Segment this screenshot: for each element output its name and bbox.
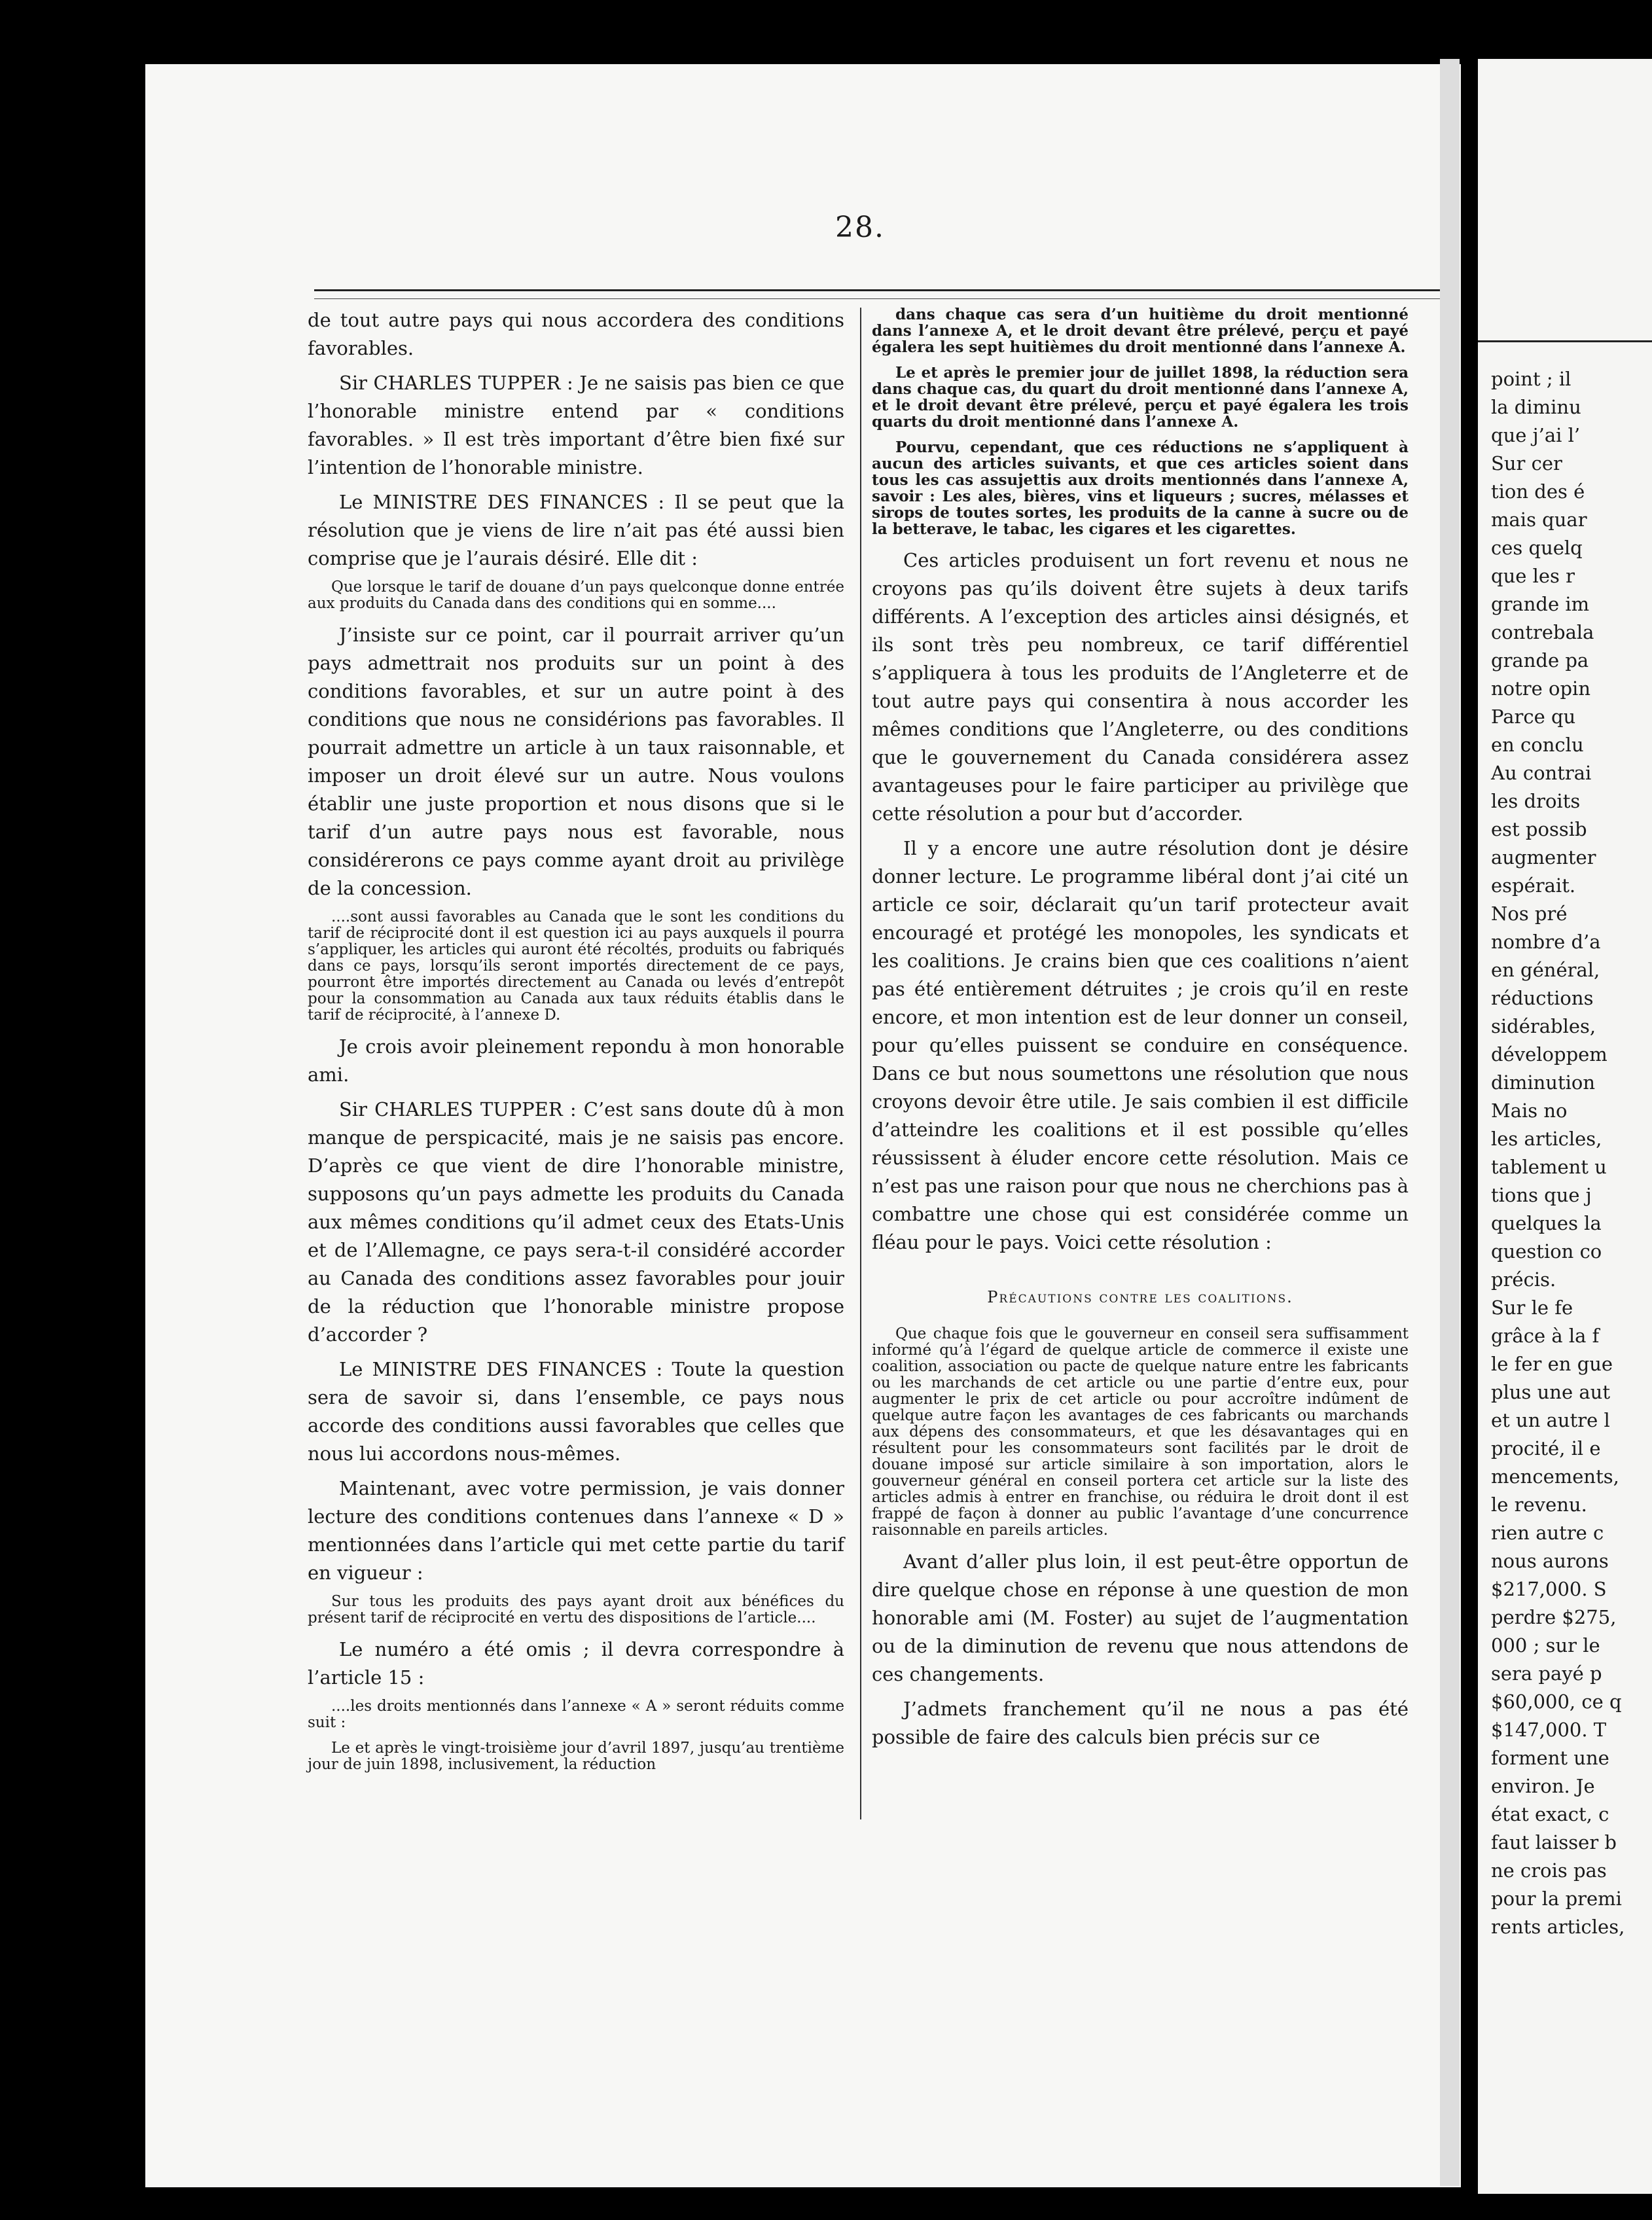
paragraph: Maintenant, avec votre permission, je vais donner lecture des conditions contenues dans l’annexe « D » mentionnées dans l’article qui met cette partie du tarif en vigueur : bbox=[308, 1477, 844, 1584]
next-page-line: question co bbox=[1491, 1240, 1602, 1262]
next-page-line: point ; il bbox=[1491, 368, 1571, 390]
next-page-line: Mais no bbox=[1491, 1100, 1568, 1122]
next-page-rule bbox=[1478, 340, 1652, 342]
next-page-line: ces quelq bbox=[1491, 537, 1583, 559]
next-page-line: ne crois pas bbox=[1491, 1859, 1607, 1882]
next-page-line: $60,000, ce q bbox=[1491, 1691, 1622, 1713]
paragraph: Je crois avoir pleinement repondu à mon honorable ami. bbox=[308, 1035, 844, 1086]
next-page-line: est possib bbox=[1491, 818, 1587, 840]
next-page-line: $147,000. T bbox=[1491, 1719, 1607, 1741]
next-page-line: la diminu bbox=[1491, 396, 1581, 418]
next-page-line: nous aurons bbox=[1491, 1550, 1609, 1572]
next-page-line: plus une aut bbox=[1491, 1381, 1610, 1403]
next-page-line: en conclu bbox=[1491, 734, 1584, 756]
header-rule bbox=[314, 289, 1440, 291]
next-page-line: que j’ai l’ bbox=[1491, 424, 1581, 446]
next-page-line: Au contrai bbox=[1491, 762, 1592, 784]
header-rule-thin bbox=[314, 298, 1440, 299]
page-number: 28. bbox=[835, 211, 885, 244]
next-page-line: pour la premi bbox=[1491, 1888, 1622, 1910]
next-page-line: nombre d’a bbox=[1491, 931, 1601, 953]
next-page-line: tions que j bbox=[1491, 1184, 1592, 1206]
next-page-line: Nos pré bbox=[1491, 903, 1568, 925]
next-page-line: sidérables, bbox=[1491, 1015, 1596, 1037]
right-column bbox=[872, 306, 1409, 1758]
next-page-line: grande im bbox=[1491, 593, 1590, 615]
paragraph: de tout autre pays qui nous accordera des conditions favorables. bbox=[308, 309, 844, 359]
next-page-line: faut laisser b bbox=[1491, 1831, 1617, 1853]
quoted-resolution: Que lorsque le tarif de douane d’un pays quelconque donne entrée aux produits du Canada dans des conditions qui en somme.... bbox=[308, 579, 844, 612]
next-page-line: augmenter bbox=[1491, 846, 1596, 868]
next-page-line: précis. bbox=[1491, 1268, 1556, 1291]
next-page-line: Sur cer bbox=[1491, 452, 1562, 474]
next-page-line: rents articles, bbox=[1491, 1916, 1625, 1938]
next-page-line: mais quar bbox=[1491, 509, 1587, 531]
next-page-line: espérait. bbox=[1491, 874, 1576, 897]
next-page-line: réductions bbox=[1491, 987, 1594, 1009]
next-page-line: quelques la bbox=[1491, 1212, 1602, 1234]
next-page-line: forment une bbox=[1491, 1747, 1609, 1769]
paragraph: J’insiste sur ce point, car il pourrait arriver qu’un pays admettrait nos produits sur un point à des conditions favorables, et sur un autre point à des conditions que nous ne considérions pas favorables. Il pourrait admettre un article à un taux raisonnable, et imposer un droit élevé sur un autre. Nous voulons établir une juste proportion et nous disons que si le tarif d’un autre pays nous est favorable, nous considérerons ce pays comme ayant droit au privilège de la concession. bbox=[308, 624, 844, 899]
quoted-resolution: Sur tous les produits des pays ayant droit aux bénéfices du présent tarif de réciprocité en vertu des dispositions de l’article.... bbox=[308, 1593, 844, 1626]
section-heading: Précautions contre les coalitions. bbox=[987, 1288, 1293, 1306]
paragraph: Le MINISTRE DES FINANCES : Il se peut que la résolution que je viens de lire n’ait pas été aussi bien comprise que je l’aurais désiré. Elle dit : bbox=[308, 491, 844, 569]
next-page-line: rien autre c bbox=[1491, 1522, 1604, 1544]
next-page-line: le fer en gue bbox=[1491, 1353, 1613, 1375]
paragraph: Avant d’aller plus loin, il est peut-être opportun de dire quelque chose en réponse à une question de mon honorable ami (M. Foster) au sujet de l’augmentation ou de la diminution de revenu que nous attendons de ces changements. bbox=[872, 1550, 1409, 1685]
paragraph: Il y a encore une autre résolution dont je désire donner lecture. Le programme libéral dont j’ai cité un article ce soir, déclarait qu’un tarif protecteur avait encouragé et protégé les monopoles, les syndicats et les coalitions. Je crains bien que ces coalitions n’aient pas été entièrement détruites ; je crois qu’il en reste encore, et mon intention est de leur donner un conseil, pour qu’elles puissent se conduire en conséquence. Dans ce but nous soumettons une résolution que nous croyons devoir être utile. Je sais combien il est difficile d’atteindre les coalitions et il est possible qu’elles réussissent à éluder encore cette résolution. Mais ce n’est pas une raison pour que nous ne cherchions pas à combattre une chose qui est considérée comme un fléau pour le pays. Voici cette résolution : bbox=[872, 837, 1409, 1253]
next-page-line: que les r bbox=[1491, 565, 1575, 587]
quoted-resolution: Pourvu, cependant, que ces réductions ne s’appliquent à aucun des articles suivants, et que ces articles soient dans tous les cas assujettis aux droits mentionnés dans l’annexe A, savoir : Les ales, bières, vins et liqueurs ; sucres, mélasses et sirops de toutes sortes, les produits de la canne à sucre ou de la betterave, le tabac, les cigares et les cigarettes. bbox=[872, 439, 1409, 538]
next-page-line: environ. Je bbox=[1491, 1775, 1595, 1797]
quoted-resolution: dans chaque cas sera d’un huitième du droit mentionné dans l’annexe A, et le droit devant être prélevé, perçu et payé égalera les sept huitièmes du droit mentionné dans l’annexe A. bbox=[872, 306, 1409, 356]
next-page-line: les articles, bbox=[1491, 1128, 1602, 1150]
paragraph: Le numéro a été omis ; il devra correspondre à l’article 15 : bbox=[308, 1638, 844, 1689]
next-page-line: grande pa bbox=[1491, 649, 1589, 671]
page-edge bbox=[1440, 59, 1460, 2186]
next-page-line: état exact, c bbox=[1491, 1803, 1609, 1825]
next-page-line: tion des é bbox=[1491, 480, 1585, 503]
next-page-line: mencements, bbox=[1491, 1465, 1619, 1488]
next-page-line: en général, bbox=[1491, 959, 1600, 981]
paragraph: Le MINISTRE DES FINANCES : Toute la question sera de savoir si, dans l’ensemble, ce pays nous accorde des conditions aussi favorables que celles que nous lui accordons nous-mêmes. bbox=[308, 1358, 844, 1465]
paragraph: Sir CHARLES TUPPER : C’est sans doute dû à mon manque de perspicacité, mais je ne saisis pas encore. D’après ce que vient de dire l’honorable ministre, supposons qu’un pays admette les produits du Canada aux mêmes conditions qu’il admet ceux des Etats-Unis et de l’Allemagne, ce pays sera-t-il considéré accorder au Canada des conditions assez favorables pour jouir de la réduction que l’honorable ministre propose d’accorder ? bbox=[308, 1098, 844, 1346]
next-page-fragment bbox=[1478, 59, 1652, 2194]
next-page-line: 000 ; sur le bbox=[1491, 1634, 1600, 1656]
next-page-line: grâce à la f bbox=[1491, 1325, 1600, 1347]
next-page-line: Parce qu bbox=[1491, 706, 1576, 728]
paragraph: Ces articles produisent un fort revenu et nous ne croyons pas qu’ils doivent être sujets à deux tarifs différents. A l’exception des articles ainsi désignés, et ils sont très peu nombreux, ce tarif différentiel s’appliquera à tous les produits de l’Angleterre et de tout autre pays qui consentira à nous accorder les mêmes conditions que l’Angleterre, ou des conditions que le gouvernement du Canada considérera assez avantageuses pour le faire participer au privilège que cette résolution a pour but d’accorder. bbox=[872, 549, 1409, 825]
quoted-resolution: Le et après le vingt-troisième jour d’avril 1897, jusqu’au trentième jour de juin 1898, inclusivement, la réduction bbox=[308, 1740, 844, 1773]
quoted-resolution: ....sont aussi favorables au Canada que le sont les conditions du tarif de réciprocité dont il est question ici au pays auxquels il pourra s’appliquer, les articles qui auront été récoltés, produits ou fabriqués dans ce pays, lorsqu’ils seront importés directement de ce pays, pourront être importés directement au Canada ou levés d’entrepôt pour la consommation au Canada aux taux réduits établis dans le tarif de réciprocité, à l’annexe D. bbox=[308, 908, 844, 1024]
next-page-line: procité, il e bbox=[1491, 1437, 1601, 1459]
next-page-line: $217,000. S bbox=[1491, 1578, 1607, 1600]
next-page-line: sera payé p bbox=[1491, 1662, 1602, 1685]
paragraph: J’admets franchement qu’il ne nous a pas été possible de faire des calculs bien précis sur ce bbox=[872, 1698, 1409, 1748]
quoted-resolution: ....les droits mentionnés dans l’annexe « A » seront réduits comme suit : bbox=[308, 1698, 844, 1731]
quoted-resolution: Que chaque fois que le gouverneur en conseil sera suffisamment informé qu’à l’égard de quelque article de commerce il existe une coalition, association ou pacte de quelque nature entre les fabricants ou les marchands de cet article ou une partie d’entre eux, pour augmenter le prix de cet article ou pour accroître indûment de quelque autre façon les avantages de ces fabricants ou marchands aux dépens des consommateurs, et que les désavantages qui en résultent pour les consommateurs sont facilités par le droit de douane imposé sur article similaire à son importation, alors le gouverneur général en conseil portera cet article sur la liste des articles admis à entrer en franchise, ou réduira le droit dont il est frappé de façon à donner au public l’avantage d’une concurrence raisonnable en pareils articles. bbox=[872, 1325, 1409, 1539]
next-page-line: contrebala bbox=[1491, 621, 1594, 643]
quoted-resolution: Le et après le premier jour de juillet 1898, la réduction sera dans chaque cas, du quart du droit mentionné dans l’annexe A, et le droit devant être prélevé, perçu et payé égalera les trois quarts du droit mentionné dans l’annexe A. bbox=[872, 364, 1409, 431]
next-page-line: Sur le fe bbox=[1491, 1297, 1573, 1319]
next-page-line: et un autre l bbox=[1491, 1409, 1610, 1431]
next-page-line: diminution bbox=[1491, 1071, 1596, 1094]
next-page-line: perdre $275, bbox=[1491, 1606, 1617, 1628]
next-page-line: le revenu. bbox=[1491, 1494, 1587, 1516]
column-divider bbox=[860, 308, 861, 1819]
left-column bbox=[308, 306, 844, 1782]
paragraph: Sir CHARLES TUPPER : Je ne saisis pas bien ce que l’honorable ministre entend par « conditions favorables. » Il est très important d’être bien fixé sur l’intention de l’honorable ministre. bbox=[308, 372, 844, 478]
next-page-line: les droits bbox=[1491, 790, 1581, 812]
next-page-line: tablement u bbox=[1491, 1156, 1607, 1178]
next-page-line: développem bbox=[1491, 1043, 1607, 1065]
next-page-line: notre opin bbox=[1491, 677, 1591, 700]
